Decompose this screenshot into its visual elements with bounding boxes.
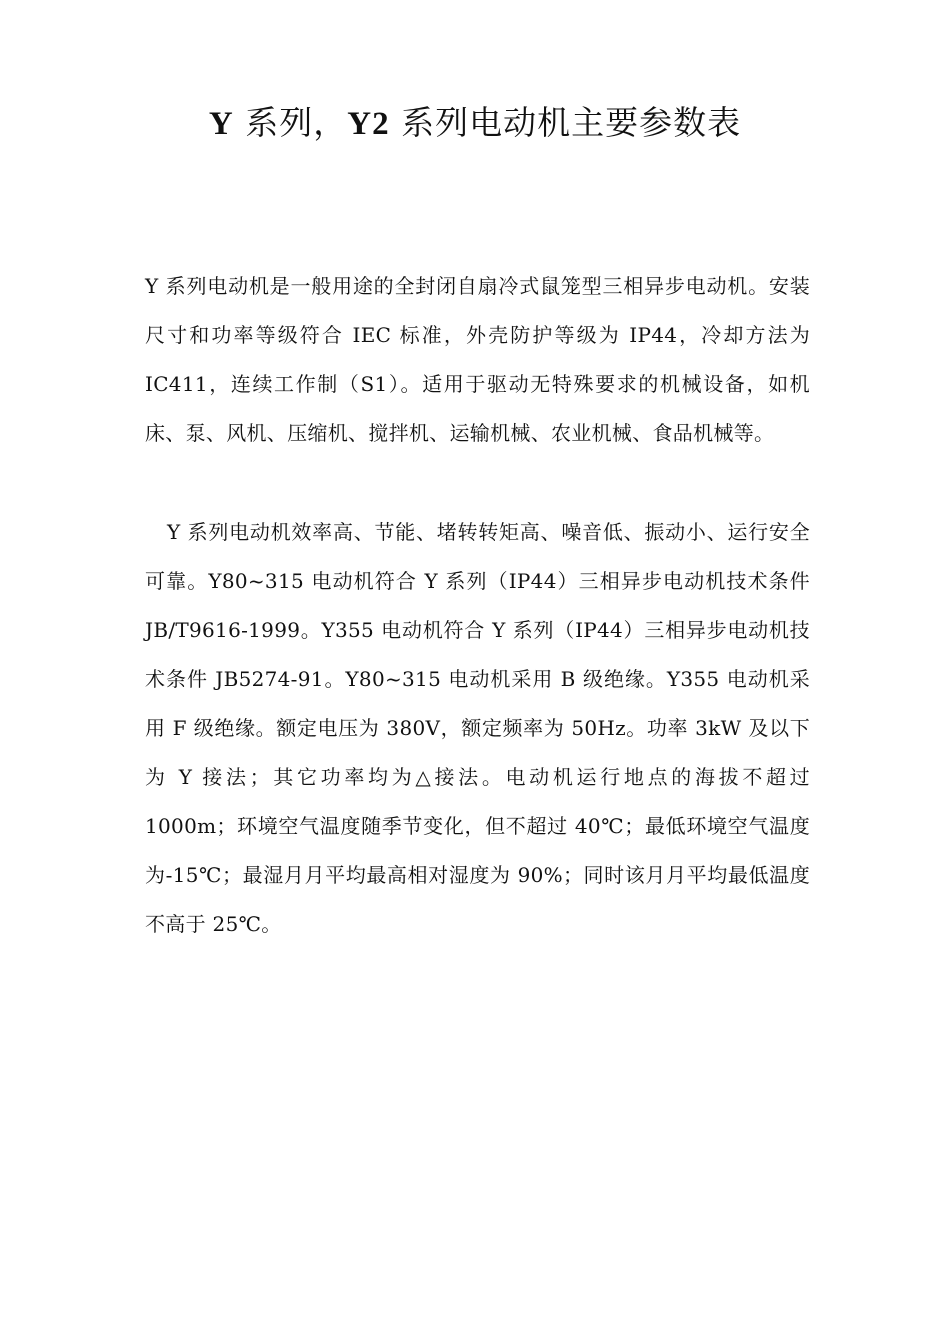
document-title bbox=[0, 98, 950, 149]
title-text-a: 系列， bbox=[233, 103, 348, 142]
title-series-y2: Y2 bbox=[347, 106, 390, 142]
paragraph-specifications: Y 系列电动机效率高、节能、堵转转矩高、噪音低、振动小、运行安全可靠。Y80~315 电动机符合 Y 系列（IP44）三相异步电动机技术条件 JB/T9616-1999。Y355 电动机符合 Y 系列（IP44）三相异步电动机技术条件 JB5274-91。Y80~315 电动机采用 B 级绝缘。Y355 电动机采用 F 级绝缘。额定电压为 380V，额定频率为 50Hz。功率 3kW 及以下为 Y 接法；其它功率均为△接法。电动机运行地点的海拔不超过 1000m；环境空气温度随季节变化，但不超过 40℃；最低环境空气温度为-15℃；最湿月月平均最高相对湿度为 90%；同时该月月平均最低温度不高于 25℃。 bbox=[145, 520, 810, 936]
paragraph-intro: Y 系列电动机是一般用途的全封闭自扇冷式鼠笼型三相异步电动机。安装尺寸和功率等级符合 IEC 标准，外壳防护等级为 IP44，冷却方法为 IC411，连续工作制（S1）。适用于驱动无特殊要求的机械设备，如机床、泵、风机、压缩机、搅拌机、运输机械、农业机械、食品机械等。 bbox=[145, 274, 810, 445]
title-text-b: 系列电动机主要参数表 bbox=[389, 103, 742, 142]
title-series-y: Y bbox=[208, 106, 234, 142]
